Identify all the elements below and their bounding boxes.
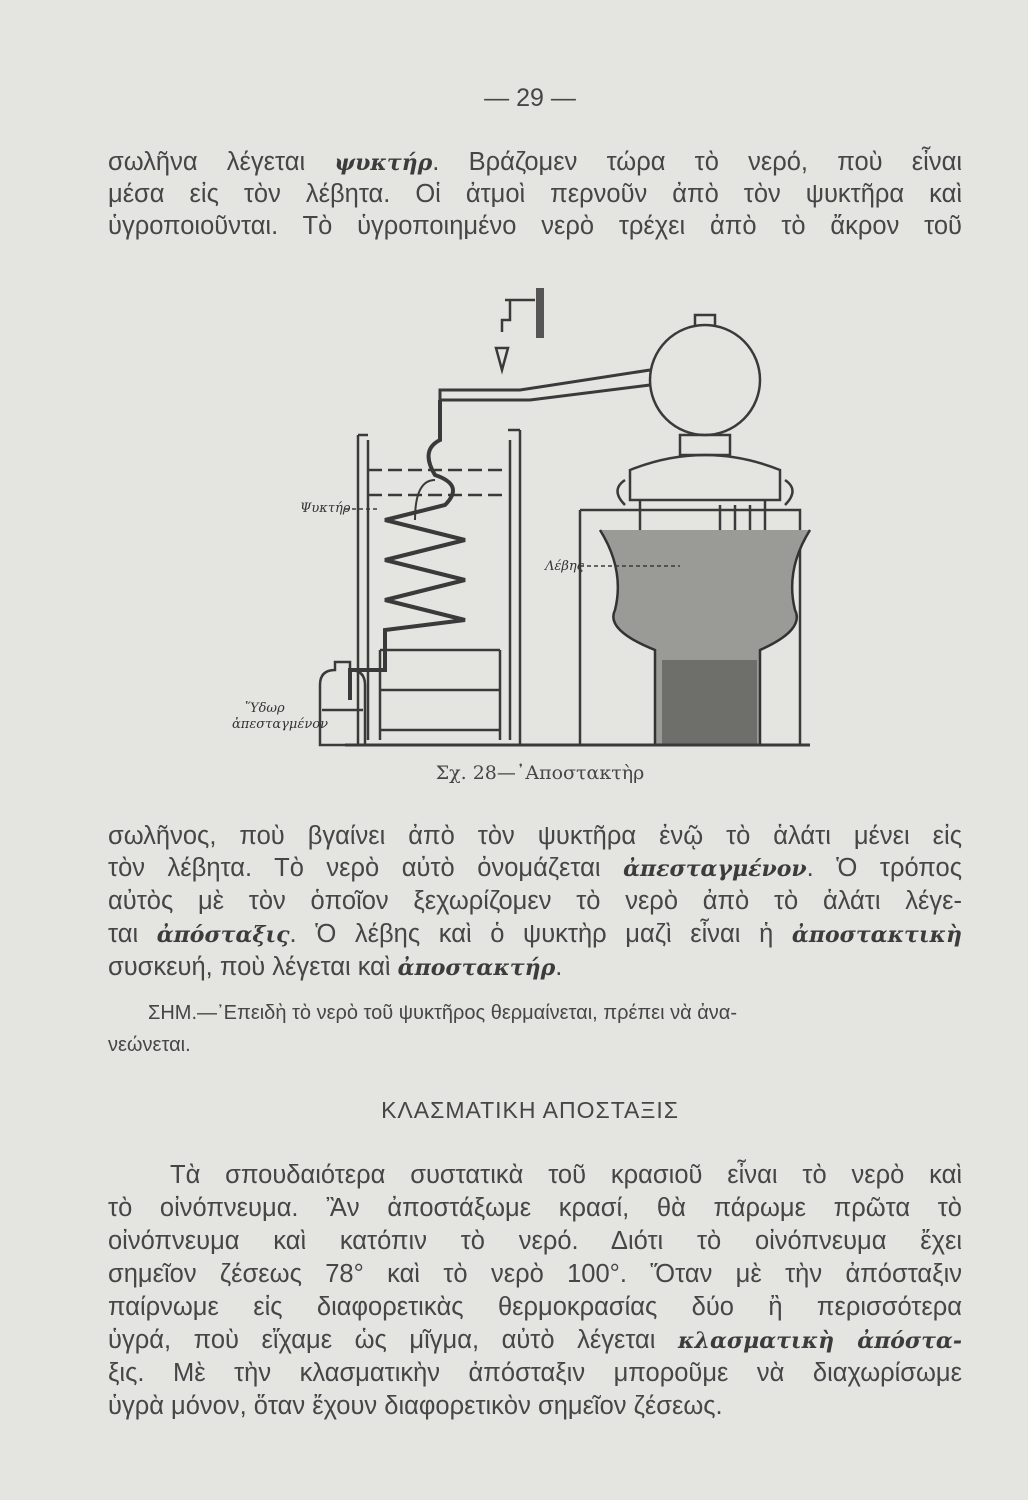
- text-line: οἰνόπνευμα καὶ κατόπιν τὸ νερό. Διότι τὸ οἰνόπνευμα ἔχει: [108, 1227, 962, 1255]
- emphasis-term: ἀπεσταγμένον: [623, 856, 807, 882]
- note-line: νεώνεται.: [108, 1034, 191, 1056]
- text-line: παίρνωμε εἰς διαφορετικὰς θερμοκρασίας δύο ἢ περισσότερα: [108, 1293, 962, 1321]
- faucet-icon: [496, 288, 544, 370]
- label-distilled-water: ἀπεσταγμένον: [232, 717, 328, 732]
- text: . Ὁ τρόπος: [806, 854, 963, 882]
- section-heading: ΚΛΑΣΜΑΤΙΚΗ ΑΠΟΣΤΑΞΙΣ: [381, 1097, 679, 1123]
- text-line: αὐτὸς μὲ τὸν ὁποῖον ξεχωρίζομεν τὸ νερὸ ἀπὸ τὸ ἁλάτι λέγε-: [108, 887, 962, 915]
- text-line: [108, 918, 962, 951]
- text: . Ὁ λέβης καὶ ὁ ψυκτὴρ μαζὶ εἶναι ἡ: [289, 920, 792, 948]
- cooler-tank: [350, 400, 520, 745]
- text-line: Τὰ σπουδαιότερα συστατικὰ τοῦ κρασιοῦ εἶναι τὸ νερὸ καὶ: [170, 1161, 962, 1189]
- text-line: ξις. Μὲ τὴν κλασματικὴν ἀπόσταξιν μποροῦμε νὰ διαχωρίσωμε: [108, 1359, 962, 1387]
- emphasis-term: ἀποστακτικὴ: [791, 922, 962, 948]
- furnace: [580, 510, 810, 745]
- text-line: [108, 951, 962, 984]
- text-line: μέσα εἰς τὸν λέβητα. Οἱ ἀτμοὶ περνοῦν ἀπὸ τὸν ψυκτῆρα καὶ: [108, 180, 962, 208]
- emphasis-term: ἀπόσταξις: [156, 922, 290, 948]
- text-line: [108, 852, 962, 885]
- text: .: [555, 953, 563, 981]
- figure-caption: Σχ. 28—᾿Αποστακτὴρ: [435, 762, 645, 784]
- emphasis-term: κλασματικὴ ἀπόστα-: [678, 1328, 962, 1354]
- label-distilled-water: Ὕδωρ: [245, 701, 285, 716]
- text-line: σωλῆνος, ποὺ βγαίνει ἀπὸ τὸν ψυκτῆρα ἐνῷ τὸ ἁλάτι μένει εἰς: [108, 822, 962, 850]
- text: ται: [108, 920, 157, 948]
- text: συσκευή, ποὺ λέγεται καὶ: [108, 953, 398, 981]
- text-line: σημεῖον ζέσεως 78° καὶ τὸ νερὸ 100°. Ὅταν μὲ τὴν ἀπόσταξιν: [108, 1260, 962, 1288]
- label-boiler: Λέβης: [545, 559, 584, 574]
- note-line: ΣΗΜ.—᾿Επειδὴ τὸ νερὸ τοῦ ψυκτῆρος θερμαίνεται, πρέπει νὰ ἀνα-: [148, 1002, 738, 1024]
- emphasis-term: ἀποστακτήρ: [397, 955, 556, 981]
- label-cooler: Ψυκτήρ: [300, 501, 351, 516]
- page-number: — 29 —: [484, 84, 576, 112]
- text-line: τὸ οἰνόπνευμα. Ἂν ἀποστάξωμε κρασί, θὰ πάρωμε πρῶτα τὸ: [108, 1194, 962, 1222]
- text-line: ὑγρὰ μόνον, ὅταν ἔχουν διαφορετικὸν σημεῖον ζέσεως.: [108, 1392, 723, 1420]
- text: ὑγρά, ποὺ εἴχαμε ὡς μῖγμα, αὐτὸ λέγεται: [108, 1326, 679, 1354]
- text-line: ὑγροποιοῦνται. Τὸ ὑγροποιημένο νερὸ τρέχει ἀπὸ τὸ ἄκρον τοῦ: [108, 212, 962, 240]
- text: . Βράζομεν τώρα τὸ νερό, ποὺ εἶναι: [432, 148, 962, 176]
- text: σωλῆνα λέγεται: [108, 148, 335, 176]
- emphasis-term: ψυκτήρ: [334, 150, 433, 176]
- text: τὸν λέβητα. Τὸ νερὸ αὐτὸ ὀνομάζεται: [108, 854, 624, 882]
- text-line: [108, 1324, 962, 1357]
